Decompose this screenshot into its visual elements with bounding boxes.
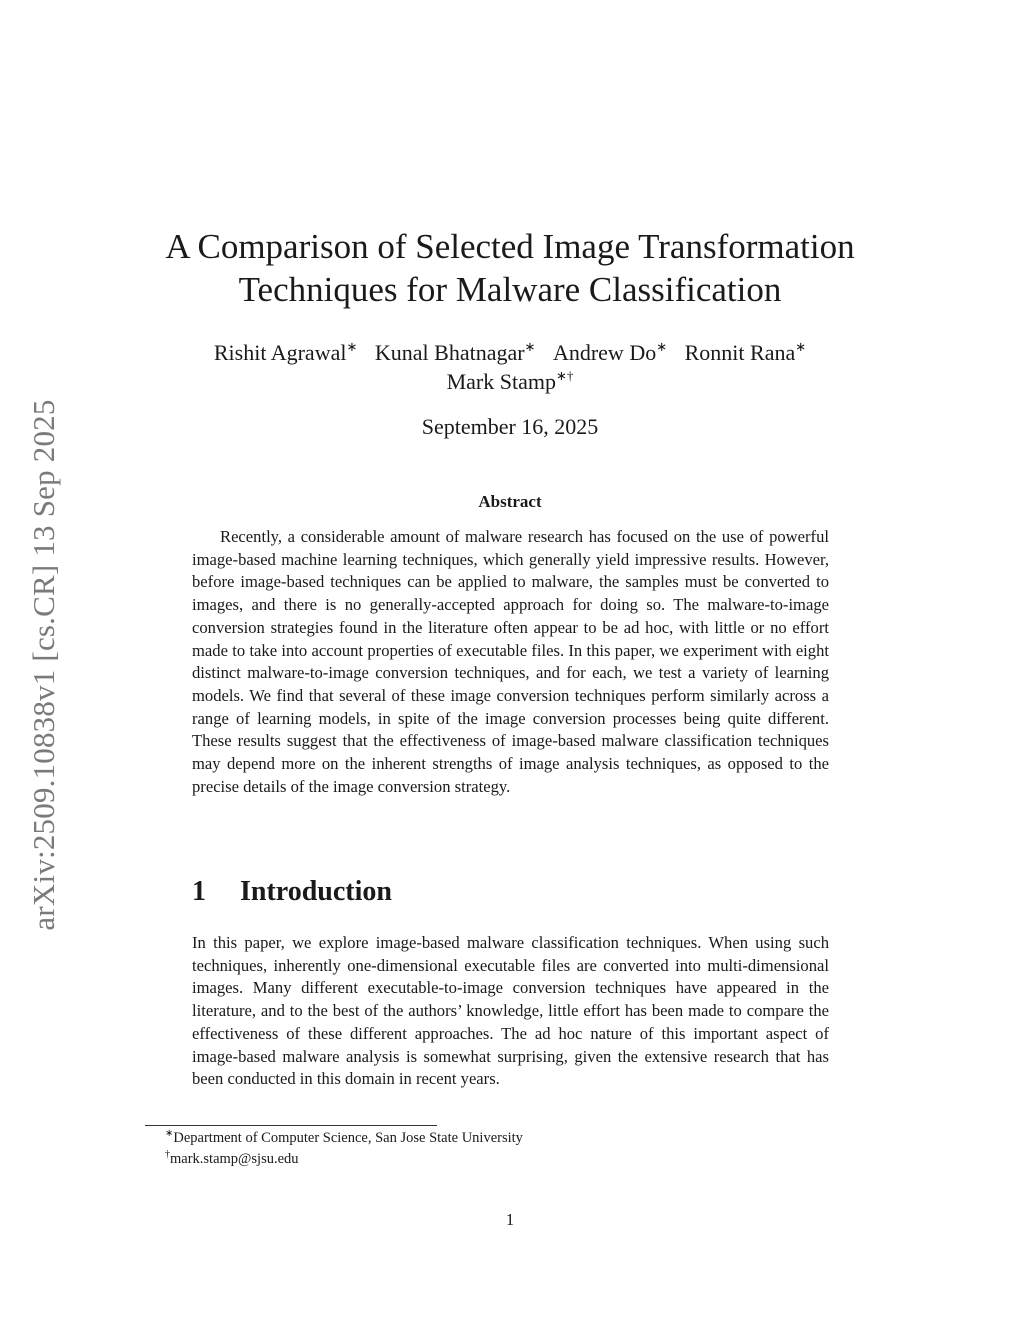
paper-title bbox=[120, 225, 900, 311]
section-title: Introduction bbox=[240, 876, 392, 907]
affiliation-mark: ∗ bbox=[656, 339, 668, 354]
author-name: Kunal Bhatnagar∗ bbox=[374, 339, 536, 365]
affiliation-mark: ∗ bbox=[346, 339, 358, 354]
abstract-heading: Abstract bbox=[478, 492, 542, 511]
introduction-paragraph: In this paper, we explore image-based malware classification techniques. When using such techniques, inherently one-dimensional executable files are converted into multi-dimensional images. Many different executable-to-image conversion techniques have appeared in the literature, and to the best of the authors’ knowledge, little effort has been made to compare the effectiveness of these different approaches. The ad hoc nature of this important aspect of image-based malware analysis is somewhat surprising, given the extensive research that has been conducted in this domain in recent years. bbox=[192, 933, 829, 1089]
footnote-email[interactable]: †mark.stamp@sjsu.edu bbox=[165, 1149, 299, 1167]
footnote-divider bbox=[145, 1125, 437, 1126]
affiliation-mark: ∗† bbox=[555, 368, 574, 383]
author-name: Rishit Agrawal∗ bbox=[213, 339, 358, 365]
author-name: Ronnit Rana∗ bbox=[684, 339, 807, 365]
section-heading-introduction bbox=[192, 876, 392, 908]
section-number: 1 bbox=[192, 876, 206, 907]
author-line-2 bbox=[120, 367, 900, 396]
author-name: Andrew Do∗ bbox=[552, 339, 668, 365]
abstract-body: Recently, a considerable amount of malware research has focused on the use of powerful image-based machine learning techniques, which generally yield impressive results. However, before image-based techniques can be applied to malware, the samples must be converted to images, and there is no generally-accepted approach for doing so. The malware-to-image conversion strategies found in the literature often appear to be ad hoc, with little or no effort made to take into account properties of executable files. In this paper, we experiment with eight distinct malware-to-image conversion techniques, and for each, we test a variety of learning models. We find that several of these image conversion techniques perform similarly across a range of learning models, in spite of the image conversion processes being quite different. These results suggest that the effectiveness of image-based malware classification techniques may depend more on the inherent strengths of image analysis techniques, as opposed to the precise details of the image conversion strategy. bbox=[192, 527, 829, 796]
author-list bbox=[120, 338, 900, 396]
publication-date: September 16, 2025 bbox=[421, 414, 599, 439]
page-number: 1 bbox=[505, 1210, 515, 1229]
author-line-1 bbox=[120, 338, 900, 367]
title-line-2: Techniques for Malware Classification bbox=[238, 270, 782, 309]
affiliation-mark: ∗ bbox=[524, 339, 536, 354]
affiliation-mark: ∗ bbox=[795, 339, 807, 354]
arxiv-identifier-stamp[interactable]: arXiv:2509.10838v1 [cs.CR] 13 Sep 2025 bbox=[26, 399, 61, 931]
author-name: Mark Stamp∗† bbox=[446, 368, 574, 394]
title-line-1: A Comparison of Selected Image Transformation bbox=[165, 227, 855, 266]
footnotes bbox=[165, 1128, 523, 1170]
footnote-affiliation: ∗Department of Computer Science, San Jose State University bbox=[165, 1128, 523, 1146]
